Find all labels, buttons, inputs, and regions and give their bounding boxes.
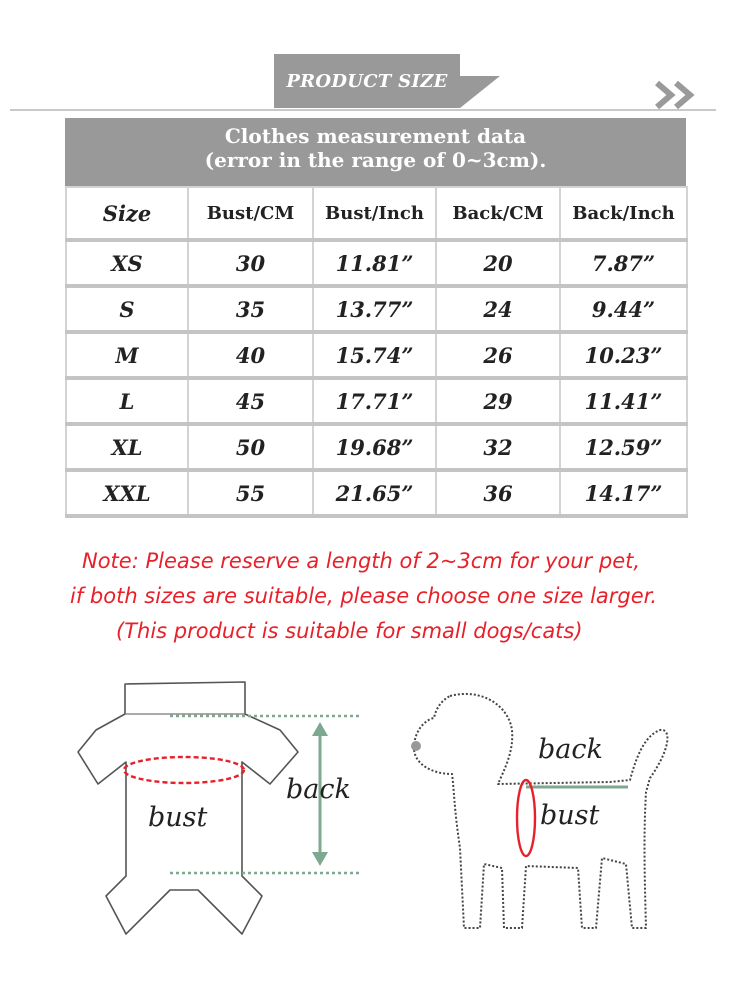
cell-back-cm: 32 <box>436 424 560 470</box>
garment-measurement-diagram <box>70 676 370 956</box>
column-header-back-inch: Back/Inch <box>560 187 687 240</box>
cell-size: M <box>66 332 188 378</box>
cell-size: XXL <box>66 470 188 516</box>
table-header-subtitle: (error in the range of 0~3cm). <box>204 148 547 172</box>
table-row <box>66 332 687 378</box>
dog-back-label: back <box>538 734 603 765</box>
banner-tail-decoration <box>460 76 500 108</box>
cell-back-cm: 29 <box>436 378 560 424</box>
cell-back-inch: 11.41” <box>560 378 687 424</box>
cell-bust-cm: 40 <box>188 332 313 378</box>
cell-back-cm: 26 <box>436 332 560 378</box>
banner-divider <box>10 109 716 111</box>
cell-bust-cm: 45 <box>188 378 313 424</box>
note-line-1: Note: Please reserve a length of 2~3cm for your pet, <box>82 549 641 573</box>
note-line-2: if both sizes are suitable, please choose one size larger. <box>70 584 658 608</box>
cell-bust-inch: 13.77” <box>313 286 436 332</box>
column-header-bust-cm: Bust/CM <box>188 187 313 240</box>
cell-back-inch: 9.44” <box>560 286 687 332</box>
cell-back-inch: 14.17” <box>560 470 687 516</box>
table-header-title: Clothes measurement data <box>224 124 527 148</box>
size-table <box>65 186 688 518</box>
banner-title: PRODUCT SIZE <box>286 70 448 92</box>
dog-eye-icon <box>411 741 421 751</box>
table-column-headers <box>66 187 687 240</box>
cell-bust-cm: 30 <box>188 240 313 286</box>
table-row <box>66 240 687 286</box>
cell-bust-inch: 19.68” <box>313 424 436 470</box>
cell-back-inch: 7.87” <box>560 240 687 286</box>
dog-bust-label: bust <box>540 800 600 831</box>
cell-back-inch: 10.23” <box>560 332 687 378</box>
garment-back-label: back <box>286 774 351 805</box>
cell-bust-inch: 11.81” <box>313 240 436 286</box>
size-table-container <box>65 118 686 518</box>
cell-bust-cm: 35 <box>188 286 313 332</box>
cell-back-cm: 36 <box>436 470 560 516</box>
cell-bust-inch: 17.71” <box>313 378 436 424</box>
cell-back-inch: 12.59” <box>560 424 687 470</box>
cell-size: XS <box>66 240 188 286</box>
table-row <box>66 378 687 424</box>
cell-bust-inch: 15.74” <box>313 332 436 378</box>
garment-bust-label: bust <box>148 802 208 833</box>
note-line-3: (This product is suitable for small dogs/cats) <box>116 619 583 643</box>
cell-bust-cm: 55 <box>188 470 313 516</box>
cell-back-cm: 20 <box>436 240 560 286</box>
sizing-note <box>0 544 750 649</box>
cell-back-cm: 24 <box>436 286 560 332</box>
product-size-banner <box>274 54 460 108</box>
column-header-size: Size <box>66 187 188 240</box>
cell-size: S <box>66 286 188 332</box>
cell-size: XL <box>66 424 188 470</box>
cell-bust-inch: 21.65” <box>313 470 436 516</box>
table-header <box>65 118 686 186</box>
cell-size: L <box>66 378 188 424</box>
column-header-bust-inch: Bust/Inch <box>313 187 436 240</box>
table-row <box>66 470 687 516</box>
table-row <box>66 424 687 470</box>
cell-bust-cm: 50 <box>188 424 313 470</box>
column-header-back-cm: Back/CM <box>436 187 560 240</box>
double-chevron-right-icon <box>654 80 700 110</box>
table-row <box>66 286 687 332</box>
